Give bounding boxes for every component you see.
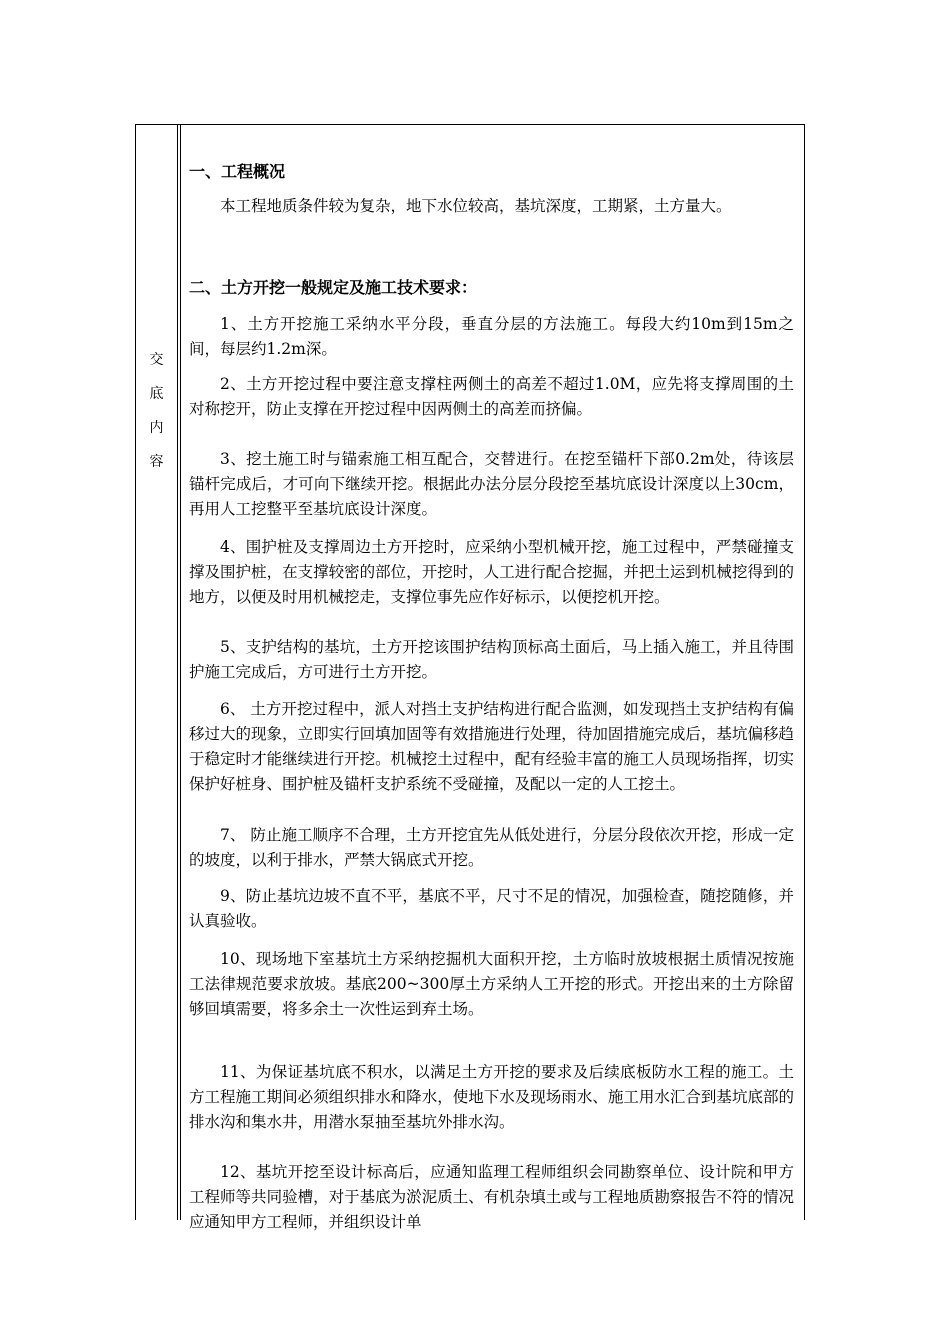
requirement-item: 5、支护结构的基坑，土方开挖该围护结构顶标高土面后，马上插入施工，并且待围护施工完成后，方可进行土方开挖。 [189, 638, 794, 681]
requirement-item: 4、围护桩及支撑周边土方开挖时，应采纳小型机械开挖，施工过程中，严禁碰撞支撑及围护桩，在支撑较密的部位，开挖时，人工进行配合挖掘，并把土运到机械挖得到的地方，以便及时用机械挖走，支撑位事先应作好标示，以便挖机开挖。 [189, 538, 794, 606]
section-heading-overview: 一、工程概况 [189, 162, 286, 181]
disclosure-table [135, 124, 805, 1231]
column-divider-inner [180, 125, 181, 1220]
column-divider [177, 125, 178, 1220]
requirement-item: 2、土方开挖过程中要注意支撑柱两侧土的高差不超过1.0M，应先将支撑周围的土对称挖开，防止支撑在开挖过程中因两侧土的高差而挤偏。 [189, 375, 794, 418]
side-label-char: 底 [149, 386, 164, 402]
requirement-item: 3、挖土施工时与锚索施工相互配合，交替进行。在挖至锚杆下部0.2m处，待该层锚杆完成后，才可向下继续开挖。根据此办法分层分段挖至基坑底设计深度以上30cm，再用人工挖整平至基坑底设计深度。 [189, 450, 794, 518]
requirement-item: 9、防止基坑边坡不直不平，基底不平，尺寸不足的情况，加强检查，随挖随修，并认真验收。 [189, 887, 794, 930]
side-label-char: 交 [149, 352, 164, 368]
requirement-item: 11、为保证基坑底不积水，以满足土方开挖的要求及后续底板防水工程的施工。土方工程施工期间必须组织排水和降水，使地下水及现场雨水、施工用水汇合到基坑底部的排水沟和集水井，用潜水泵抽至基坑外排水沟。 [189, 1063, 794, 1131]
side-label-disclosure-content [136, 343, 177, 479]
requirement-item: 7、 防止施工顺序不合理，土方开挖宜先从低处进行，分层分段依次开挖，形成一定的坡度，以利于排水，严禁大锅底式开挖。 [189, 826, 794, 869]
overview-paragraph: 本工程地质条件较为复杂，地下水位较高，基坑深度，工期紧，土方量大。 [220, 197, 732, 215]
requirement-item: 6、 土方开挖过程中，派人对挡土支护结构进行配合监测，如发现挡土支护结构有偏移过大的现象，立即实行回填加固等有效措施进行处理，待加固措施完成后，基坑偏移趋于稳定时才能继续进行开挖。机械挖土过程中，配有经验丰富的施工人员现场指挥，切实保护好桩身、围护桩及锚杆支护系统不受碰撞，及配以一定的人工挖土。 [189, 700, 794, 793]
section-heading-requirements: 二、土方开挖一般规定及施工技术要求： [189, 278, 478, 297]
requirement-item: 12、基坑开挖至设计标高后，应通知监理工程师组织会同勘察单位、设计院和甲方工程师等共同验槽，对于基底为淤泥质土、有机杂填土或与工程地质勘察报告不符的情况应通知甲方工程师，并组织设计单 [189, 1163, 794, 1231]
side-label-char: 内 [149, 420, 164, 436]
requirement-item: 10、现场地下室基坑土方采纳挖掘机大面积开挖，土方临时放坡根据土质情况按施工法律规范要求放坡。基底200~300厚土方采纳人工开挖的形式。开挖出来的土方除留够回填需要，将多余土一次性运到弃土场。 [189, 950, 794, 1018]
requirement-item: 1、土方开挖施工采纳水平分段，垂直分层的方法施工。每段大约10m到15m之间，每层约1.2m深。 [189, 315, 794, 358]
side-label-char: 容 [149, 454, 164, 470]
